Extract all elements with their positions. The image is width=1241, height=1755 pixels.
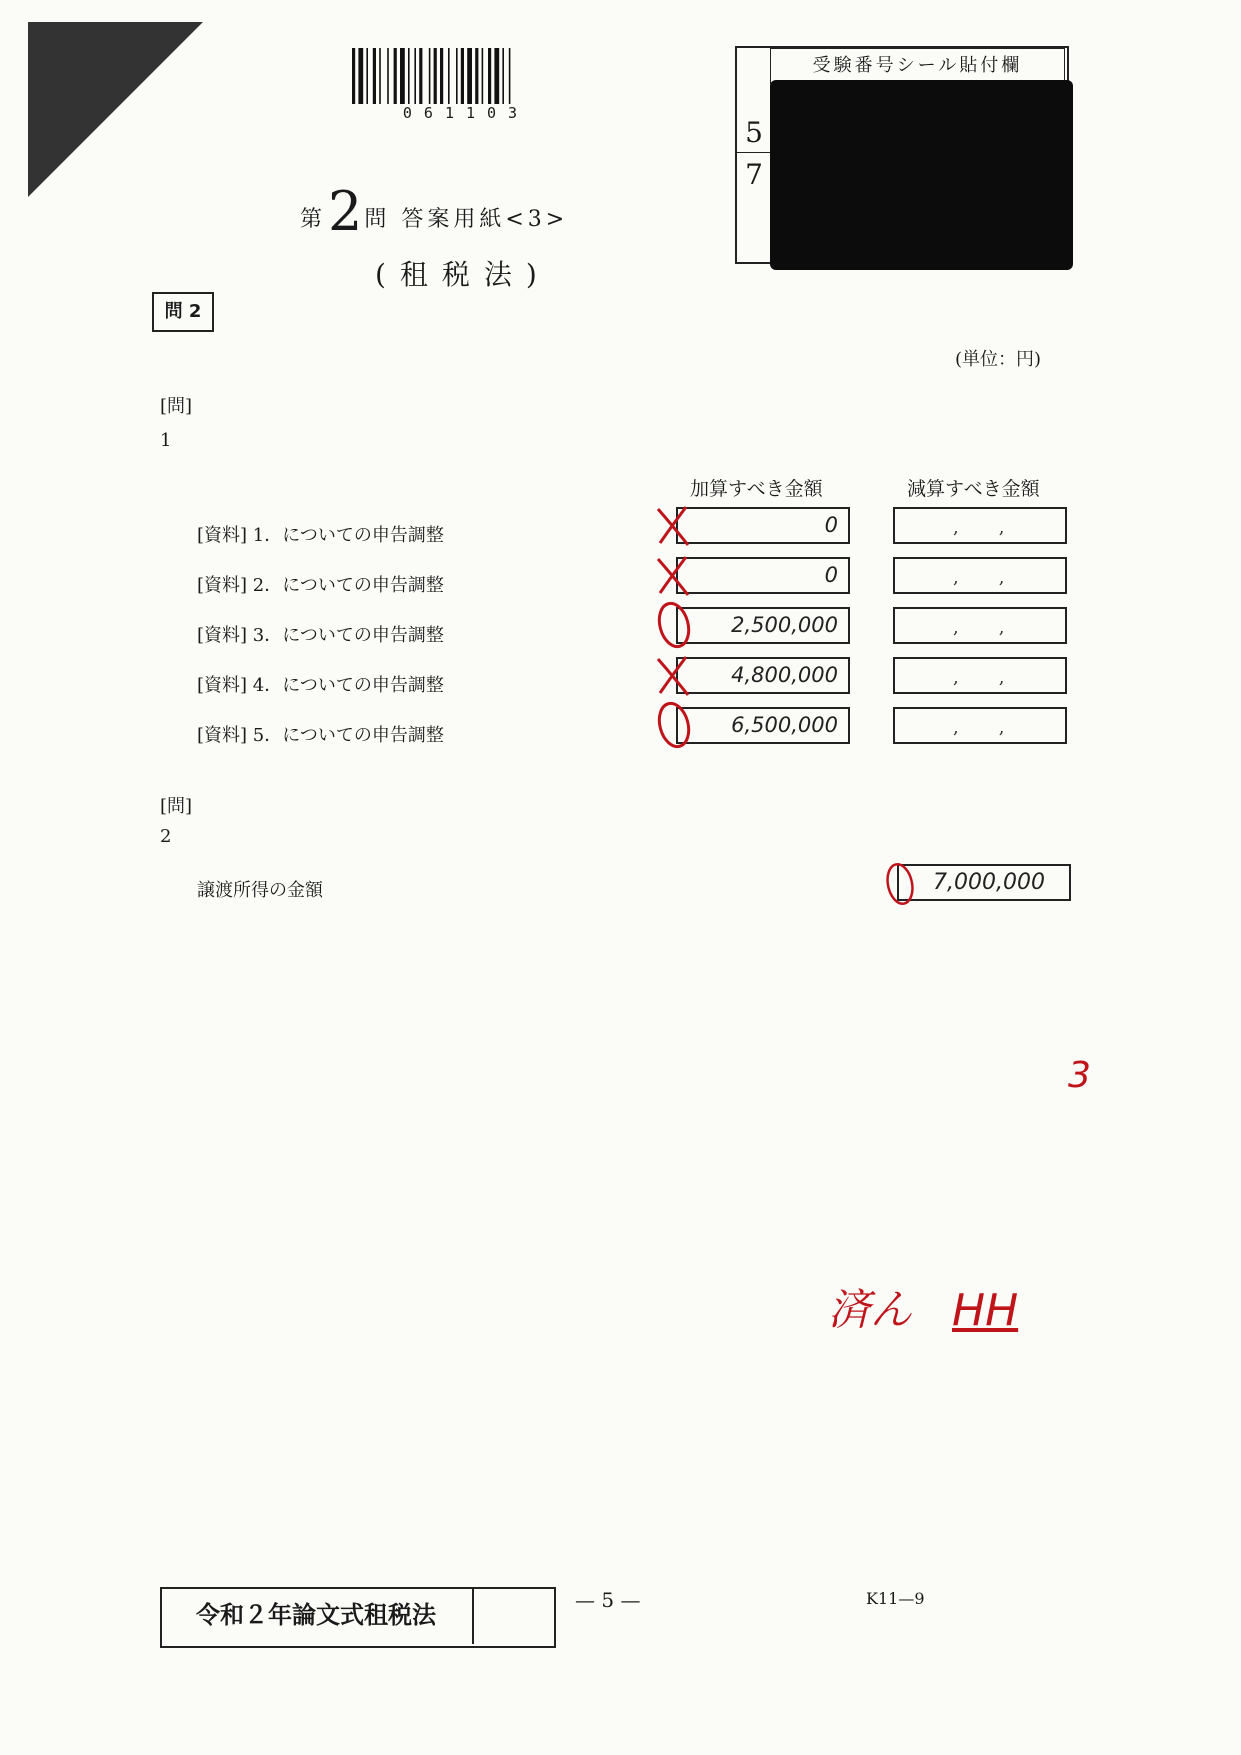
q2-answer-value: 7,000,000 xyxy=(933,870,1045,895)
barcode-bar xyxy=(429,48,431,104)
barcode-bar xyxy=(414,48,416,104)
question-label: 問 2 xyxy=(152,292,214,332)
barcode xyxy=(350,48,582,104)
barcode-bar xyxy=(419,48,422,104)
barcode-bar xyxy=(461,48,464,104)
barcode-bar xyxy=(448,48,450,104)
subtract-amount-box xyxy=(893,707,1067,744)
barcode-bar xyxy=(494,48,499,104)
title-number: 2 xyxy=(328,180,363,243)
barcode-bar xyxy=(394,48,397,104)
corner-mark xyxy=(28,22,203,197)
page-title xyxy=(300,176,569,243)
barcode-bar xyxy=(440,48,443,104)
q2-correct-mark xyxy=(882,858,922,910)
q2-label: 譲渡所得の金額 xyxy=(197,880,323,901)
add-amount-value: 0 xyxy=(824,513,838,537)
subtract-amount-box xyxy=(893,657,1067,694)
barcode-bar xyxy=(366,48,368,104)
subtract-amount-box xyxy=(893,607,1067,644)
comma-guides: ,, xyxy=(953,667,1045,688)
add-amount-box xyxy=(676,657,850,694)
adjustment-row-label: [資料] 3．についての申告調整 xyxy=(197,625,444,646)
seal-digit: 7 xyxy=(745,158,763,191)
barcode-bar xyxy=(434,48,437,104)
page-subtitle: (租税法) xyxy=(375,258,551,291)
correct-mark xyxy=(652,697,696,757)
score-mark: 3 xyxy=(1068,1055,1091,1096)
barcode-bar xyxy=(387,48,389,104)
seal-box-title: 受験番号シール貼付欄 xyxy=(770,48,1065,84)
grader-note: 済ん xyxy=(828,1285,913,1334)
adjustment-row-label: [資料] 1．についての申告調整 xyxy=(197,525,444,546)
column-header-subtract: 減算すべき金額 xyxy=(907,478,1040,500)
unit-label: (単位：円) xyxy=(955,349,1042,370)
barcode-bar xyxy=(475,48,478,104)
page-number: — 5 — xyxy=(575,1588,641,1612)
barcode-bar xyxy=(488,48,491,104)
footer-title: 令和２年論文式租税法 xyxy=(160,1587,474,1644)
adjustment-row-label: [資料] 4．についての申告調整 xyxy=(197,675,444,696)
barcode-bar xyxy=(352,48,355,104)
redacted-seal xyxy=(770,80,1073,270)
q2-answer-box xyxy=(897,864,1071,901)
seal-divider xyxy=(737,152,773,153)
title-rest: 問 答案用紙<3> xyxy=(364,207,569,232)
subtract-amount-box xyxy=(893,557,1067,594)
q2-number: 2 xyxy=(160,826,172,847)
column-header-add: 加算すべき金額 xyxy=(690,478,823,500)
barcode-bar xyxy=(408,48,410,104)
comma-guides: ,, xyxy=(953,567,1045,588)
add-amount-box xyxy=(676,507,850,544)
barcode-bar xyxy=(400,48,405,104)
add-amount-box xyxy=(676,607,850,644)
q1-number: 1 xyxy=(160,430,172,451)
comma-guides: ,, xyxy=(953,517,1045,538)
barcode-bar xyxy=(502,48,504,104)
form-code: K11—9 xyxy=(866,1589,925,1608)
adjustment-row-label: [資料] 2．についての申告調整 xyxy=(197,575,444,596)
add-amount-box xyxy=(676,557,850,594)
add-amount-value: 0 xyxy=(824,563,838,587)
adjustment-row-label: [資料] 5．についての申告調整 xyxy=(197,725,444,746)
barcode-bar xyxy=(358,48,363,104)
barcode-bar xyxy=(373,48,376,104)
title-dai: 第 xyxy=(300,207,327,232)
add-amount-value: 6,500,000 xyxy=(731,713,838,737)
add-amount-value: 4,800,000 xyxy=(731,663,838,687)
comma-guides: ,, xyxy=(953,617,1045,638)
barcode-bar xyxy=(456,48,458,104)
q2-bracket: [問] xyxy=(160,796,193,817)
q1-bracket: [問] xyxy=(160,396,193,417)
seal-digit: 5 xyxy=(745,116,763,149)
barcode-number: 061103 xyxy=(402,104,530,122)
add-amount-box xyxy=(676,707,850,744)
barcode-bar xyxy=(509,48,511,104)
barcode-bar xyxy=(482,48,484,104)
subtract-amount-box xyxy=(893,507,1067,544)
add-amount-value: 2,500,000 xyxy=(731,613,838,637)
grader-initials: HH xyxy=(952,1285,1019,1336)
barcode-bar xyxy=(379,48,381,104)
barcode-bar xyxy=(467,48,472,104)
comma-guides: ,, xyxy=(953,717,1045,738)
